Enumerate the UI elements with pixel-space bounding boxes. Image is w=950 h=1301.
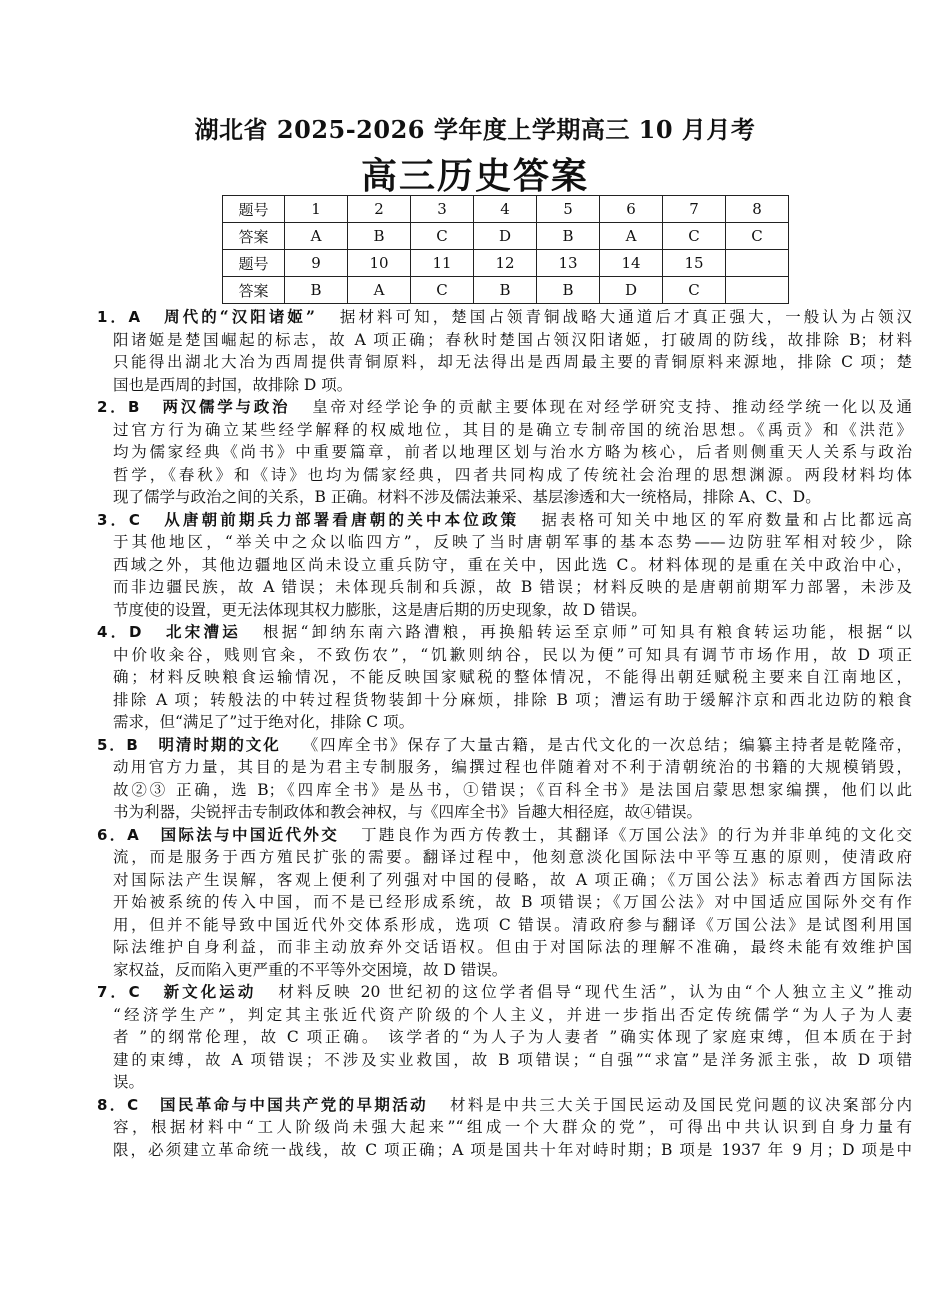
item-topic: 北宋漕运 [165, 622, 241, 641]
row-header-cell: 题号 [223, 196, 285, 223]
item-line: 开始被系统的传入中国，而不是已经形成系统，故 B 项错误；《万国公法》对中国适应国际外交有作 [113, 893, 912, 911]
item-number-answer: 3．C [97, 510, 140, 529]
item-text: 材料反映 20 世纪初的这位学者倡导“现代生活”，认为由“个人独立主义”推动 [278, 983, 912, 1001]
item-line: 于其他地区，“举关中之众以临四方”，反映了当时唐朝军事的基本态势——边防驻军相对较少，除 [113, 533, 912, 551]
answer-item [97, 396, 912, 509]
item-text: 据表格可知关中地区的军府数量和占比都远高 [541, 510, 912, 529]
item-topic: 国际法与中国近代外交 [160, 824, 340, 844]
document-title: 湖北省 2025-2026 学年度上学期高三 10 月月考 [194, 115, 756, 144]
table-cell: B [537, 277, 600, 304]
item-line: 家权益，反而陷入更严重的不平等外交困境，故 D 错误。 [113, 960, 508, 979]
item-text: 《四库全书》保存了大量古籍，是古代文化的一次总结；编纂主持者是乾隆帝， [302, 735, 912, 754]
table-cell: 6 [600, 196, 663, 223]
item-first-line [97, 621, 912, 644]
item-line: 阳诸姬是楚国崛起的标志，故 A 项正确；春秋时楚国占领汉阳诸姬，打破周的防线，故排除 B；材料 [113, 330, 912, 349]
item-first-line [97, 509, 912, 532]
item-first-line [97, 396, 912, 419]
table-cell: B [537, 223, 600, 250]
item-line: 者 ”的纲常伦理，故 C 项正确。 该学者的“为人子为人妻者 ”确实体现了家庭束缚，但本质在于封 [113, 1028, 912, 1046]
item-line: 西域之外，其他边疆地区尚未设立重兵防守，重在关中，因此选 C。材料体现的是重在关中政治中心， [113, 555, 912, 574]
answer-item [97, 621, 912, 734]
table-row [223, 223, 789, 250]
item-number-answer: 6．A [97, 825, 139, 844]
table-row [223, 250, 789, 277]
item-number-answer: 5．B [97, 735, 138, 754]
item-line: 现了儒学与政治之间的关系，B 正确。材料不涉及儒法兼采、基层渗透和大一统格局，排除 A、C、D。 [113, 488, 821, 506]
item-line: 限，必须建立革命统一战线，故 C 项正确；A 项是国共十年对峙时期；B 项是 1937 年 9 月；D 项是中 [113, 1140, 912, 1159]
answer-item [97, 981, 912, 1094]
table-cell: A [348, 277, 411, 304]
item-number-answer: 1．A [97, 308, 141, 326]
answer-explanations [97, 306, 912, 1161]
table-cell: 10 [348, 250, 411, 277]
item-line: 国也是西周的封国，故排除 D 项。 [113, 375, 353, 394]
item-number-answer: 2．B [97, 398, 140, 416]
table-cell: C [663, 223, 726, 250]
item-line: “经济学生产”，判定其主张近代资产阶级的个人主义，并进一步指出否定传统儒学“为人子为人妻 [113, 1005, 912, 1024]
item-topic: 从唐朝前期兵力部署看唐朝的关中本位政策 [164, 509, 520, 529]
table-cell: B [474, 277, 537, 304]
row-header-cell: 答案 [223, 277, 285, 304]
item-line: 容，根据材料中“工人阶级尚未强大起来”“组成一个大群众的党”，可得出中共认识到自身力量有 [113, 1118, 912, 1136]
item-text: 根据“卸纳东南六路漕粮，再换船转运至京师”可知具有粮食转运功能，根据“以 [262, 623, 913, 641]
item-text: 丁韪良作为西方传教士，其翻译《万国公法》的行为并非单纯的文化交 [361, 825, 912, 844]
item-topic: 新文化运动 [163, 982, 257, 1001]
document-subtitle: 高三历史答案 [360, 155, 589, 197]
item-text: 据材料可知，楚国占领青铜战略大通道后才真正强大，一般认为占领汉 [336, 308, 913, 326]
table-cell: C [411, 277, 474, 304]
item-line: 动用官方力量，其目的是为君主专制服务，编撰过程也伴随着对不利于清朝统治的书籍的大规模销毁， [113, 758, 912, 776]
item-topic: 周代的“汉阳诸姬” [164, 307, 315, 326]
table-cell: A [285, 223, 348, 250]
table-cell: C [726, 223, 789, 250]
item-number-answer: 4．D [97, 623, 142, 641]
item-line: 确；材料反映粮食运输情况，不能反映国家赋税的整体情况，不能得出朝廷赋税主要来自江南地区， [113, 668, 912, 686]
item-first-line [97, 734, 912, 757]
item-line: 中价收籴谷，贱则官籴，不致伤农”，“饥歉则纳谷，民以为便”可知具有调节市场作用，故 D 项正 [113, 645, 912, 664]
item-topic: 明清时期的文化 [158, 734, 281, 754]
table-cell: 14 [600, 250, 663, 277]
item-line: 需求，但“满足了”过于绝对化，排除 C 项。 [113, 713, 415, 731]
item-line: 哲学，《春秋》和《诗》也均为儒家经典，四者共同构成了传统社会治理的思想渊源。两段材料均体 [113, 465, 912, 484]
table-cell: 5 [537, 196, 600, 223]
table-cell: 11 [411, 250, 474, 277]
item-line: 只能得出湖北大冶为西周提供青铜原料，却无法得出是西周最主要的青铜原料来源地，排除 C 项；楚 [113, 353, 912, 371]
table-cell: 9 [285, 250, 348, 277]
item-first-line [97, 981, 912, 1004]
table-cell: C [663, 277, 726, 304]
answer-item [97, 306, 912, 396]
item-line: 用，但并不能导致中国近代外交体系形成，选项 C 错误。清政府参与翻译《万国公法》是试图利用国 [113, 915, 912, 934]
item-topic: 两汉儒学与政治 [162, 397, 291, 416]
table-cell: C [411, 223, 474, 250]
item-line: 际法维护自身利益，而非主动放弃外交话语权。但由于对国际法的理解不准确，最终未能有效维护国 [113, 938, 912, 956]
answer-table [222, 195, 789, 304]
table-cell: 2 [348, 196, 411, 223]
table-cell: 7 [663, 196, 726, 223]
table-cell: 15 [663, 250, 726, 277]
item-line: 过官方行为确立某些经学解释的权威地位，其目的是确立专制帝国的统治思想。《禹贡》和《洪范》 [113, 420, 912, 439]
item-number-answer: 8．C [97, 1095, 139, 1114]
item-line: 误。 [113, 1073, 145, 1091]
item-first-line [97, 306, 912, 329]
item-line: 排除 A 项；转般法的中转过程货物装卸十分麻烦，排除 B 项；漕运有助于缓解汴京和西北边防的粮食 [113, 690, 912, 709]
item-line: 节度使的设置，更无法体现其权力膨胀，这是唐后期的历史现象，故 D 错误。 [113, 600, 647, 619]
answer-item [97, 734, 912, 824]
item-text: 皇帝对经学论争的贡献主要体现在对经学研究支持、推动经学统一化以及通 [312, 398, 912, 416]
table-cell [726, 250, 789, 277]
item-first-line [97, 824, 912, 847]
table-cell: 12 [474, 250, 537, 277]
table-cell: 1 [285, 196, 348, 223]
table-cell: 3 [411, 196, 474, 223]
table-cell: B [285, 277, 348, 304]
answer-item [97, 509, 912, 622]
table-cell: 4 [474, 196, 537, 223]
item-line: 均为儒家经典《尚书》中重要篇章，前者以地理区划与治水方略为核心，后者则侧重天人关系与政治 [113, 443, 912, 461]
table-cell: 13 [537, 250, 600, 277]
table-cell: A [600, 223, 663, 250]
item-line: 而非边疆民族，故 A 错误；未体现兵制和兵源，故 B 错误；材料反映的是唐朝前期军力部署，未涉及 [113, 578, 912, 596]
row-header-cell: 题号 [223, 250, 285, 277]
item-line: 建的束缚，故 A 项错误；不涉及实业救国，故 B 项错误；“自强”“求富”是洋务派主张，故 D 项错 [113, 1050, 912, 1069]
table-row [223, 196, 789, 223]
item-first-line [97, 1094, 912, 1117]
table-cell: D [474, 223, 537, 250]
item-number-answer: 7．C [97, 983, 140, 1001]
item-line: 对国际法产生误解，客观上便利了列强对中国的侵略，故 A 项正确；《万国公法》标志着西方国际法 [113, 870, 912, 889]
item-line: 故②③ 正确，选 B；《四库全书》是丛书，①错误；《百科全书》是法国启蒙思想家编撰，他们以此 [113, 780, 912, 799]
table-cell: B [348, 223, 411, 250]
answer-item [97, 1094, 912, 1162]
answer-item [97, 824, 912, 982]
row-header-cell: 答案 [223, 223, 285, 250]
item-line: 书为利器，尖锐抨击专制政体和教会神权，与《四库全书》旨趣大相径庭，故④错误。 [113, 803, 703, 821]
table-row [223, 277, 789, 304]
table-cell: 8 [726, 196, 789, 223]
table-cell [726, 277, 789, 304]
item-line: 流，而是服务于西方殖民扩张的需要。翻译过程中，他刻意淡化国际法中平等互惠的原则，使清政府 [113, 848, 912, 866]
table-cell: D [600, 277, 663, 304]
item-text: 材料是中共三大关于国民运动及国民党问题的议决案部分内 [449, 1095, 912, 1114]
item-topic: 国民革命与中国共产党的早期活动 [160, 1094, 428, 1114]
